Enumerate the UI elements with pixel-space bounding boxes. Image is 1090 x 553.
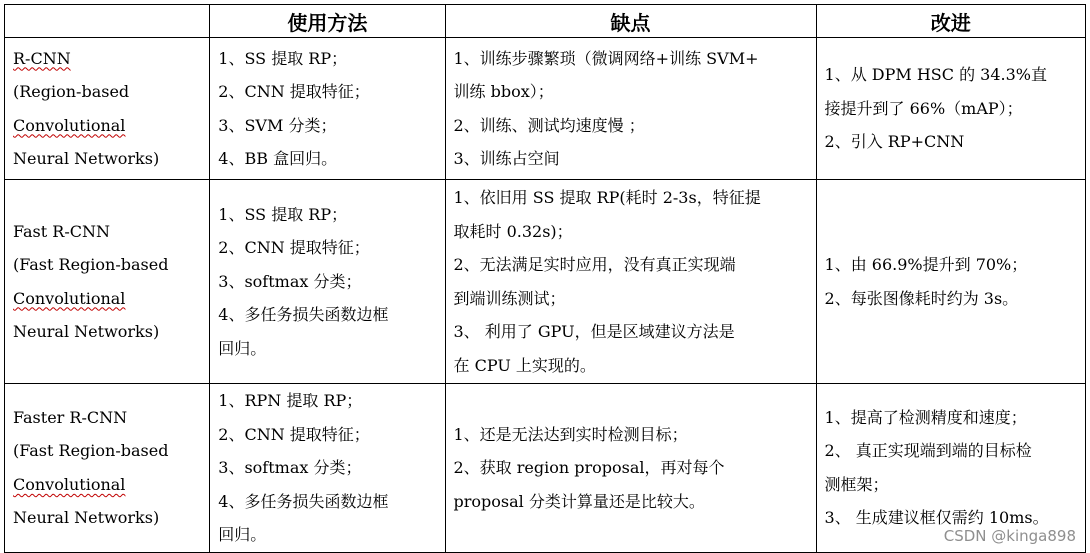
comparison-table [4,4,1086,553]
cell-cons [445,180,816,384]
cons-line: 2、无法满足实时应用，没有真正实现端 [453,255,736,274]
method-line: 3、softmax 分类； [218,271,362,291]
cell-method [210,180,445,384]
cons-line: 在 CPU 上实现的。 [453,355,596,375]
improve-line: 2、每张图像耗时约为 3s。 [824,288,1019,308]
cons-line: 3、 利用了 GPU，但是区域建议方法是 [453,322,735,341]
header-empty [5,5,210,38]
header-method: 使用方法 [210,5,445,38]
cell-method [210,38,445,180]
improve-line: 2、 真正实现端到端的目标检 [824,441,1032,461]
table-row-rcnn [5,38,1086,180]
model-name-line: Neural Networks) [13,508,160,528]
model-name-line: Neural Networks) [13,322,160,341]
cons-line: 1、依旧用 SS 提取 RP(耗时 2-3s，特征提 [453,188,761,207]
improve-line: 1、由 66.9%提升到 70%； [824,255,1028,274]
method-line: 4、多任务损失函数边框 [218,305,389,325]
model-name-line: (Fast Region-based [13,441,169,461]
method-line: 1、SS 提取 RP； [218,48,348,68]
cell-model-name [5,384,210,553]
cons-line: proposal 分类计算量还是比较大。 [453,491,705,511]
cell-improve [816,180,1085,384]
table-row-fast-rcnn [5,180,1086,384]
method-line: 2、CNN 提取特征； [218,82,370,101]
header-row [5,5,1086,38]
model-name-line: Neural Networks) [13,149,160,168]
method-line: 1、RPN 提取 RP； [218,391,363,410]
improve-line: 测框架； [824,474,889,494]
cons-line: 1、还是无法达到实时检测目标； [453,424,688,444]
method-line: 回归。 [218,525,267,544]
cons-line: 训练 bbox）； [453,82,554,101]
improve-line: 1、提高了检测精度和速度； [824,407,1027,427]
cell-model-name [5,38,210,180]
cons-line: 3、训练占空间 [453,149,560,168]
model-name-line: (Fast Region-based [13,255,169,274]
improve-line: 3、 生成建议框仅需约 10ms。 [824,508,1049,528]
method-line: 3、softmax 分类； [218,458,362,477]
cons-line: 取耗时 0.32s)； [453,221,573,241]
improve-line: 2、引入 RP+CNN [824,132,965,152]
cell-model-name [5,180,210,384]
cell-method [210,384,445,553]
cons-line: 2、训练、测试均速度慢 ； [453,115,645,135]
cell-cons [445,384,816,553]
csdn-watermark: CSDN @kinga898 [943,527,1076,545]
method-line: 3、SVM 分类； [218,115,337,135]
method-line: 回归。 [218,338,267,358]
method-line: 2、CNN 提取特征； [218,424,370,444]
method-line: 1、SS 提取 RP； [218,204,348,224]
cons-line: 到端训练测试； [453,288,566,308]
table-row-faster-rcnn [5,384,1086,553]
improve-line: 接提升到了 66%（mAP）； [824,98,1023,118]
cell-cons [445,38,816,180]
method-line: 4、BB 盒回归。 [218,149,338,168]
model-name-line: Convolutional [13,288,126,308]
cons-line: 2、获取 region proposal，再对每个 [453,458,725,477]
cons-line: 1、训练步骤繁琐（微调网络+训练 SVM+ [453,48,759,68]
model-name-line: (Region-based [13,82,130,101]
cell-improve [816,38,1085,180]
method-line: 2、CNN 提取特征； [218,238,370,258]
method-line: 4、多任务损失函数边框 [218,491,389,511]
header-cons: 缺点 [445,5,816,38]
model-name-line: Fast R-CNN [13,221,110,241]
model-name-line: Convolutional [13,115,126,135]
model-name-line: Convolutional [13,474,126,494]
model-name-line: Faster R-CNN [13,407,128,427]
improve-line: 1、从 DPM HSC 的 34.3%直 [824,65,1048,85]
model-name-line: R-CNN [13,48,71,68]
header-improve: 改进 [816,5,1085,38]
